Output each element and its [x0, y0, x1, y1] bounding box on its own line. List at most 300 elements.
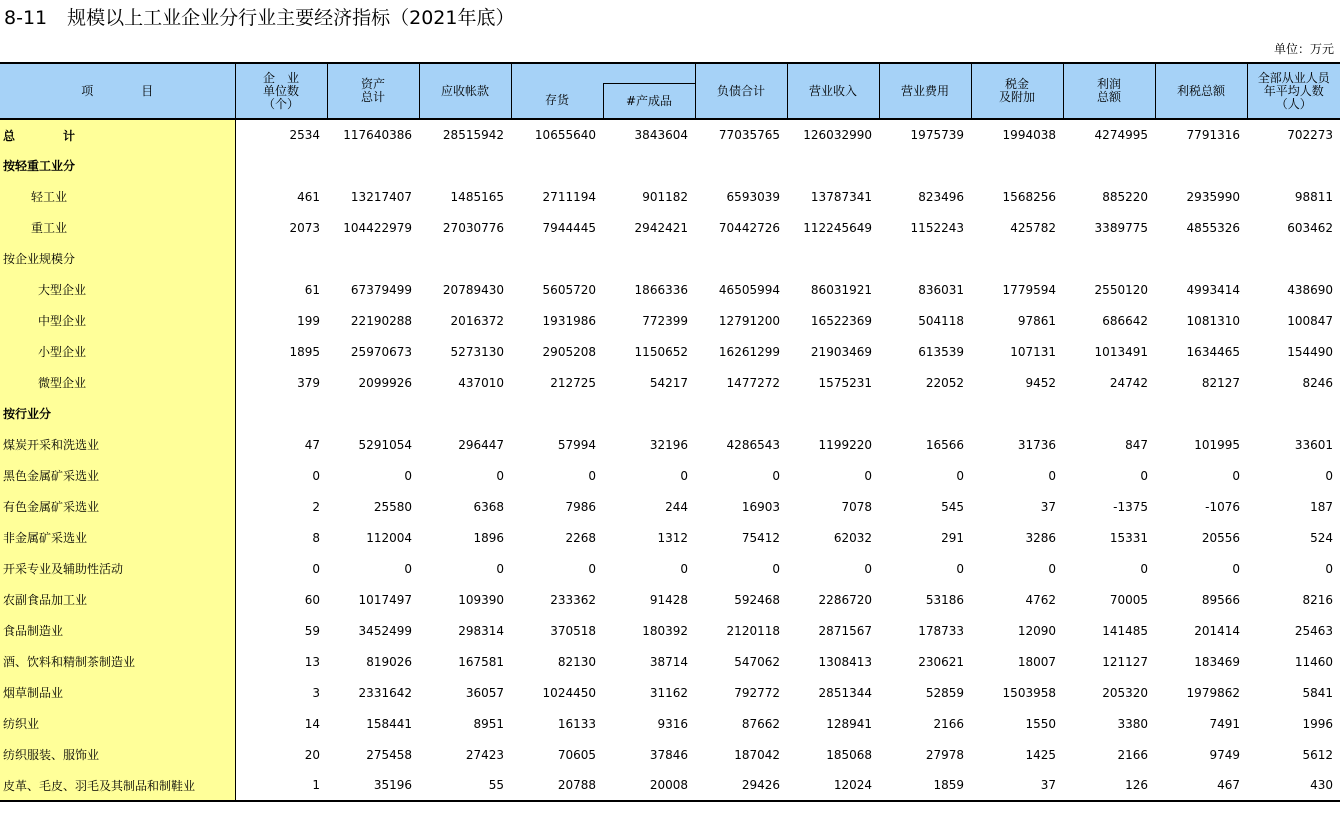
row-value: 4855326	[1186, 220, 1240, 235]
row-label: 非金属矿采选业	[0, 522, 235, 553]
row-value: 98811	[1294, 189, 1333, 204]
row-value: 2331642	[358, 685, 412, 700]
row-value: 823496	[918, 189, 964, 204]
row-value: 0	[1048, 561, 1056, 576]
row-value: 1994038	[1002, 128, 1056, 142]
row-value: 1996	[1302, 716, 1333, 731]
row-value: 1779594	[1002, 282, 1056, 297]
row-value: 8216	[1302, 592, 1333, 607]
row-value	[787, 243, 879, 274]
row-label: 纺织业	[0, 708, 235, 739]
row-value: 29426	[695, 770, 787, 801]
row-value: 5841	[1302, 685, 1333, 700]
row-value: 4274995	[1094, 128, 1148, 142]
row-value	[327, 243, 419, 274]
row-value: 3	[312, 685, 320, 700]
row-value	[971, 398, 1063, 429]
row-value: 141485	[1102, 623, 1148, 638]
row-value: 379	[297, 375, 320, 390]
row-value	[327, 150, 419, 181]
row-value: 12024	[787, 770, 879, 801]
row-value: 75412	[741, 530, 780, 545]
row-value: 109390	[458, 592, 504, 607]
row-value	[1247, 150, 1340, 181]
row-value: 370518	[550, 623, 596, 638]
header-revenue: 营业收入	[787, 63, 879, 119]
row-value: 425782	[1010, 220, 1056, 235]
row-value: 8951	[473, 716, 504, 731]
row-value: 0	[772, 468, 780, 483]
row-value: 15331	[1109, 530, 1148, 545]
row-value	[511, 150, 603, 181]
row-value: 1975739	[910, 128, 964, 142]
header-profit: 利润 总额	[1063, 63, 1155, 119]
row-value	[603, 150, 695, 181]
row-value: 2711194	[542, 189, 596, 204]
table-title: 规模以上工业企业分行业主要经济指标（2021年底）	[67, 7, 515, 29]
row-value: 16566	[925, 437, 964, 452]
row-value: 9316	[657, 716, 688, 731]
row-value: 112245649	[803, 220, 872, 235]
row-value: 13787341	[810, 189, 872, 204]
row-value: 87662	[741, 716, 780, 731]
row-label: 按企业规模分	[0, 243, 235, 274]
row-value: 158441	[366, 716, 412, 731]
row-value: 126032990	[803, 128, 872, 142]
row-value: 0	[312, 468, 320, 483]
row-value: 97861	[1017, 313, 1056, 328]
row-value: 185068	[826, 747, 872, 762]
row-value: 59	[304, 623, 320, 638]
table-row	[0, 646, 1340, 677]
row-value: 1308413	[818, 654, 872, 669]
row-value	[1155, 398, 1247, 429]
table-row	[0, 398, 1340, 429]
row-value: 33601	[1294, 437, 1333, 452]
row-value: 1477272	[726, 375, 780, 390]
row-label: 重工业	[0, 212, 235, 243]
row-label: 轻工业	[0, 181, 235, 212]
row-value: 3452499	[358, 623, 412, 638]
row-value: 1931986	[542, 313, 596, 328]
row-value: 2905208	[542, 344, 596, 359]
row-value: 27030776	[442, 220, 504, 235]
row-value: 1859	[879, 770, 971, 801]
row-value	[1247, 243, 1340, 274]
row-value: 38714	[649, 654, 688, 669]
row-value	[419, 398, 511, 429]
row-value: 25970673	[350, 344, 412, 359]
row-value: 1	[235, 770, 327, 801]
row-value: 25463	[1294, 623, 1333, 638]
row-value: 2	[312, 499, 320, 514]
row-value	[235, 398, 327, 429]
row-value: 2166	[933, 716, 964, 731]
row-value	[235, 243, 327, 274]
row-value: 12090	[1017, 623, 1056, 638]
row-value: 5612	[1302, 747, 1333, 762]
row-value	[879, 243, 971, 274]
row-value: 4762	[1025, 592, 1056, 607]
row-value: 836031	[918, 282, 964, 297]
row-value: 2942421	[634, 220, 688, 235]
table-row	[0, 677, 1340, 708]
row-value: 37846	[649, 747, 688, 762]
row-value: 504118	[918, 313, 964, 328]
table-row	[0, 119, 1340, 150]
row-value: 2851344	[818, 685, 872, 700]
row-label: 大型企业	[0, 274, 235, 305]
row-value: 187	[1310, 499, 1333, 514]
row-value	[1155, 150, 1247, 181]
row-value: 36057	[465, 685, 504, 700]
row-value: 819026	[366, 654, 412, 669]
row-value	[1063, 398, 1155, 429]
row-value: 180392	[642, 623, 688, 638]
row-value: 22190288	[350, 313, 412, 328]
row-value: 885220	[1102, 189, 1148, 204]
row-value: 52859	[925, 685, 964, 700]
row-value: 37	[971, 770, 1063, 801]
row-value: 104422979	[343, 220, 412, 235]
table-row	[0, 274, 1340, 305]
row-value: 20556	[1201, 530, 1240, 545]
row-value: 60	[304, 592, 320, 607]
row-value	[695, 243, 787, 274]
row-value	[695, 150, 787, 181]
row-value: 212725	[550, 375, 596, 390]
table-row	[0, 305, 1340, 336]
table-row	[0, 150, 1340, 181]
row-value: 1503958	[1002, 685, 1056, 700]
header-finished-goods: #产成品	[603, 84, 695, 120]
row-value: 702273	[1287, 128, 1333, 142]
row-value: 686642	[1102, 313, 1148, 328]
row-label: 皮革、毛皮、羽毛及其制品和制鞋业	[0, 770, 235, 801]
row-value: 47	[304, 437, 320, 452]
table-row	[0, 739, 1340, 770]
row-value	[235, 150, 327, 181]
row-value: 275458	[366, 747, 412, 762]
row-value: 16261299	[718, 344, 780, 359]
row-value	[1063, 243, 1155, 274]
header-receivables: 应收帐款	[419, 63, 511, 119]
row-value: 0	[680, 468, 688, 483]
row-value: 82127	[1201, 375, 1240, 390]
table-row	[0, 460, 1340, 491]
row-value: 117640386	[343, 128, 412, 142]
row-value: 16133	[557, 716, 596, 731]
row-value: 55	[419, 770, 511, 801]
row-value: 0	[864, 468, 872, 483]
row-label: 总 计	[0, 119, 235, 150]
table-body	[0, 119, 1340, 801]
row-value: 82130	[557, 654, 596, 669]
row-value: 1081310	[1186, 313, 1240, 328]
row-value: 22052	[925, 375, 964, 390]
row-value: 16522369	[810, 313, 872, 328]
row-value: 54217	[649, 375, 688, 390]
row-value	[787, 398, 879, 429]
table-row	[0, 522, 1340, 553]
row-value: 20008	[603, 770, 695, 801]
row-value: 11460	[1294, 654, 1333, 669]
row-value: 296447	[458, 437, 504, 452]
row-value: 7944445	[542, 220, 596, 235]
row-value: 37	[1040, 499, 1056, 514]
row-value: 437010	[458, 375, 504, 390]
page-title	[4, 4, 514, 32]
row-value: 2120118	[726, 623, 780, 638]
row-value: 7791316	[1186, 128, 1240, 142]
row-value: 847	[1125, 437, 1148, 452]
row-value: 0	[864, 561, 872, 576]
row-value: 70005	[1109, 592, 1148, 607]
row-value: 1634465	[1186, 344, 1240, 359]
row-value	[787, 150, 879, 181]
row-value: 2871567	[818, 623, 872, 638]
row-label: 按行业分	[0, 398, 235, 429]
table-row	[0, 336, 1340, 367]
row-value: 154490	[1287, 344, 1333, 359]
row-value: 112004	[366, 530, 412, 545]
row-value: 13	[304, 654, 320, 669]
row-value: 1024450	[542, 685, 596, 700]
row-value: 467	[1155, 770, 1247, 801]
row-value: 4993414	[1186, 282, 1240, 297]
header-assets: 资产 总计	[327, 63, 419, 119]
row-label: 酒、饮料和精制茶制造业	[0, 646, 235, 677]
row-value: 0	[1140, 561, 1148, 576]
row-value: 0	[772, 561, 780, 576]
row-value: 3286	[1025, 530, 1056, 545]
row-value: 187042	[734, 747, 780, 762]
table-row	[0, 770, 1340, 801]
row-label: 煤炭开采和洗选业	[0, 429, 235, 460]
row-value: 201414	[1194, 623, 1240, 638]
row-value	[1063, 150, 1155, 181]
row-value: 772399	[642, 313, 688, 328]
row-value: 1150652	[634, 344, 688, 359]
row-value	[511, 398, 603, 429]
row-value: 1896	[473, 530, 504, 545]
row-value: 14	[304, 716, 320, 731]
row-value	[603, 243, 695, 274]
table-header	[0, 63, 1340, 119]
header-employees: 全部从业人员 年平均人数 （人）	[1247, 63, 1340, 119]
table-row	[0, 212, 1340, 243]
row-value: 91428	[649, 592, 688, 607]
table-row	[0, 708, 1340, 739]
row-value: 0	[956, 561, 964, 576]
table-row	[0, 553, 1340, 584]
header-inventory-label: 存货	[511, 84, 603, 120]
row-label: 烟草制品业	[0, 677, 235, 708]
row-value: -1076	[1205, 499, 1240, 514]
row-label: 农副食品加工业	[0, 584, 235, 615]
row-value: 0	[588, 561, 596, 576]
row-value: 7491	[1209, 716, 1240, 731]
row-value: 86031921	[810, 282, 872, 297]
row-value	[695, 398, 787, 429]
row-value: 0	[1325, 561, 1333, 576]
row-value: 1312	[657, 530, 688, 545]
table-row	[0, 429, 1340, 460]
row-value: 2534	[289, 128, 320, 142]
row-value: 21903469	[810, 344, 872, 359]
row-value: 901182	[642, 189, 688, 204]
row-value: 0	[496, 561, 504, 576]
row-value: 77035765	[718, 128, 780, 142]
row-label: 有色金属矿采选业	[0, 491, 235, 522]
row-value: 16903	[741, 499, 780, 514]
row-value: 5291054	[358, 437, 412, 452]
table-row	[0, 584, 1340, 615]
row-value: 6593039	[726, 189, 780, 204]
row-label: 微型企业	[0, 367, 235, 398]
row-value: 2099926	[358, 375, 412, 390]
row-value: 178733	[918, 623, 964, 638]
table-row	[0, 181, 1340, 212]
row-value: 1425	[1025, 747, 1056, 762]
table-number: 8-11	[4, 7, 48, 29]
unit-label: 单位：万元	[1273, 42, 1334, 56]
row-value: 0	[680, 561, 688, 576]
header-inventory	[511, 63, 695, 84]
row-value: 438690	[1287, 282, 1333, 297]
row-value: 70442726	[718, 220, 780, 235]
row-value: 0	[1140, 468, 1148, 483]
row-value: 1979862	[1186, 685, 1240, 700]
row-value: 20789430	[442, 282, 504, 297]
row-value: 291	[941, 530, 964, 545]
row-label: 纺织服装、服饰业	[0, 739, 235, 770]
row-value: 1568256	[1002, 189, 1056, 204]
row-value: 461	[297, 189, 320, 204]
row-value	[419, 243, 511, 274]
row-value: 547062	[734, 654, 780, 669]
row-value	[419, 150, 511, 181]
row-value: 0	[404, 561, 412, 576]
row-value: 1550	[1025, 716, 1056, 731]
row-value: 31162	[649, 685, 688, 700]
row-value: 121127	[1102, 654, 1148, 669]
header-expenses: 营业费用	[879, 63, 971, 119]
row-value: 6368	[473, 499, 504, 514]
row-value: 3380	[1117, 716, 1148, 731]
table-row	[0, 367, 1340, 398]
row-value: 545	[941, 499, 964, 514]
row-value: 1199220	[818, 437, 872, 452]
row-value: -1375	[1113, 499, 1148, 514]
row-value: 205320	[1102, 685, 1148, 700]
row-value: 0	[1048, 468, 1056, 483]
row-value: 107131	[1010, 344, 1056, 359]
row-value: 32196	[649, 437, 688, 452]
header-item: 项 目	[0, 63, 235, 119]
row-value: 53186	[925, 592, 964, 607]
row-value	[603, 398, 695, 429]
row-value	[511, 243, 603, 274]
row-value: 2016372	[450, 313, 504, 328]
row-value: 0	[1232, 468, 1240, 483]
row-label: 按轻重工业分	[0, 150, 235, 181]
row-value: 2073	[289, 220, 320, 235]
row-value: 4286543	[726, 437, 780, 452]
row-value: 101995	[1194, 437, 1240, 452]
row-value	[971, 150, 1063, 181]
row-value: 25580	[373, 499, 412, 514]
row-value: 5605720	[542, 282, 596, 297]
row-value: 233362	[550, 592, 596, 607]
row-value: 18007	[1017, 654, 1056, 669]
row-value: 57994	[557, 437, 596, 452]
row-value	[1155, 243, 1247, 274]
row-value: 27423	[465, 747, 504, 762]
row-value: 24742	[1109, 375, 1148, 390]
row-value: 2550120	[1094, 282, 1148, 297]
row-label: 开采专业及辅助性活动	[0, 553, 235, 584]
row-value: 524	[1310, 530, 1333, 545]
row-value: 28515942	[442, 128, 504, 142]
row-value: 89566	[1201, 592, 1240, 607]
row-value: 128941	[826, 716, 872, 731]
row-value: 8246	[1302, 375, 1333, 390]
row-value: 5273130	[450, 344, 504, 359]
row-value: 8	[312, 530, 320, 545]
row-value: 2268	[565, 530, 596, 545]
row-value: 1017497	[358, 592, 412, 607]
row-value: 167581	[458, 654, 504, 669]
row-value: 67379499	[350, 282, 412, 297]
row-value: 9452	[1025, 375, 1056, 390]
statistics-table	[0, 62, 1340, 802]
row-value: 1485165	[450, 189, 504, 204]
row-value: 1013491	[1094, 344, 1148, 359]
row-label: 小型企业	[0, 336, 235, 367]
row-value: 0	[1232, 561, 1240, 576]
table-row	[0, 615, 1340, 646]
row-value: 244	[665, 499, 688, 514]
row-value: 2286720	[818, 592, 872, 607]
row-value: 62032	[833, 530, 872, 545]
row-value: 0	[496, 468, 504, 483]
row-value: 1895	[289, 344, 320, 359]
row-label: 黑色金属矿采选业	[0, 460, 235, 491]
row-value: 1152243	[910, 220, 964, 235]
row-value: 430	[1247, 770, 1340, 801]
row-value: 61	[304, 282, 320, 297]
header-profit-tax: 利税总额	[1155, 63, 1247, 119]
row-value: 592468	[734, 592, 780, 607]
row-value: 12791200	[718, 313, 780, 328]
row-value: 298314	[458, 623, 504, 638]
row-value: 10655640	[534, 128, 596, 142]
header-tax: 税金 及附加	[971, 63, 1063, 119]
row-value: 20788	[511, 770, 603, 801]
row-value	[879, 150, 971, 181]
header-enterprises: 企 业 单位数 （个）	[235, 63, 327, 119]
row-value: 613539	[918, 344, 964, 359]
row-value: 0	[1325, 468, 1333, 483]
row-value: 2166	[1117, 747, 1148, 762]
row-value: 1866336	[634, 282, 688, 297]
row-value: 31736	[1017, 437, 1056, 452]
row-value: 792772	[734, 685, 780, 700]
row-value: 3389775	[1094, 220, 1148, 235]
row-value	[327, 398, 419, 429]
row-value: 35196	[327, 770, 419, 801]
